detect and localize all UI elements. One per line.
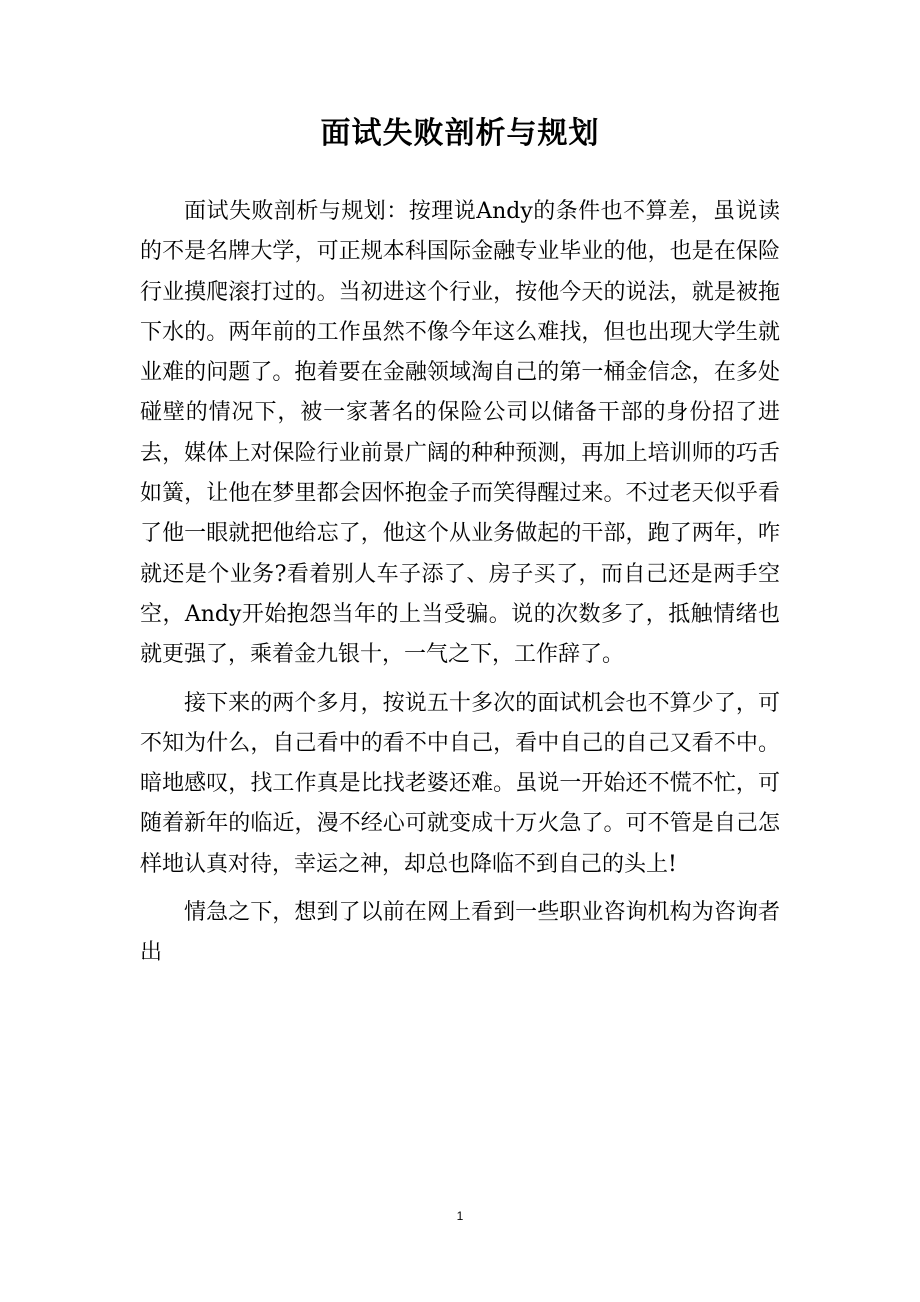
document-title: 面试失败剖析与规划: [320, 116, 600, 151]
paragraph-2: 接下来的两个多月，按说五十多次的面试机会也不算少了，可不知为什么，自己看中的看不中自己，看中自己的自己又看不中。暗地感叹，找工作真是比找老婆还难。虽说一开始还不慌不忙，可随着新年的临近，漫不经心可就变成十万火急了。可不管是自己怎样地认真对待，幸运之神，却总也降临不到自己的头上!: [140, 690, 780, 877]
paragraph-1: 面试失败剖析与规划：按理说Andy的条件也不算差，虽说读的不是名牌大学，可正规本科国际金融专业毕业的他，也是在保险行业摸爬滚打过的。当初进这个行业，按他今天的说法，就是被拖下水的。两年前的工作虽然不像今年这么难找，但也出现大学生就业难的问题了。抱着要在金融领域淘自己的第一桶金信念，在多处碰壁的情况下，被一家著名的保险公司以储备干部的身份招了进去，媒体上对保险行业前景广阔的种种预测，再加上培训师的巧舌如簧，让他在梦里都会因怀抱金子而笑得醒过来。不过老天似乎看了他一眼就把他给忘了，他这个从业务做起的干部，跑了两年，咋就还是个业务?看着别人车子添了、房子买了，而自己还是两手空空，Andy开始抱怨当年的上当受骗。说的次数多了，抵触情绪也就更强了，乘着金九银十，一气之下，工作辞了。: [140, 199, 780, 668]
document-body: [140, 192, 780, 982]
paragraph-3: 情急之下，想到了以前在网上看到一些职业咨询机构为咨询者出: [140, 900, 780, 966]
page-number: 1: [456, 1209, 464, 1223]
